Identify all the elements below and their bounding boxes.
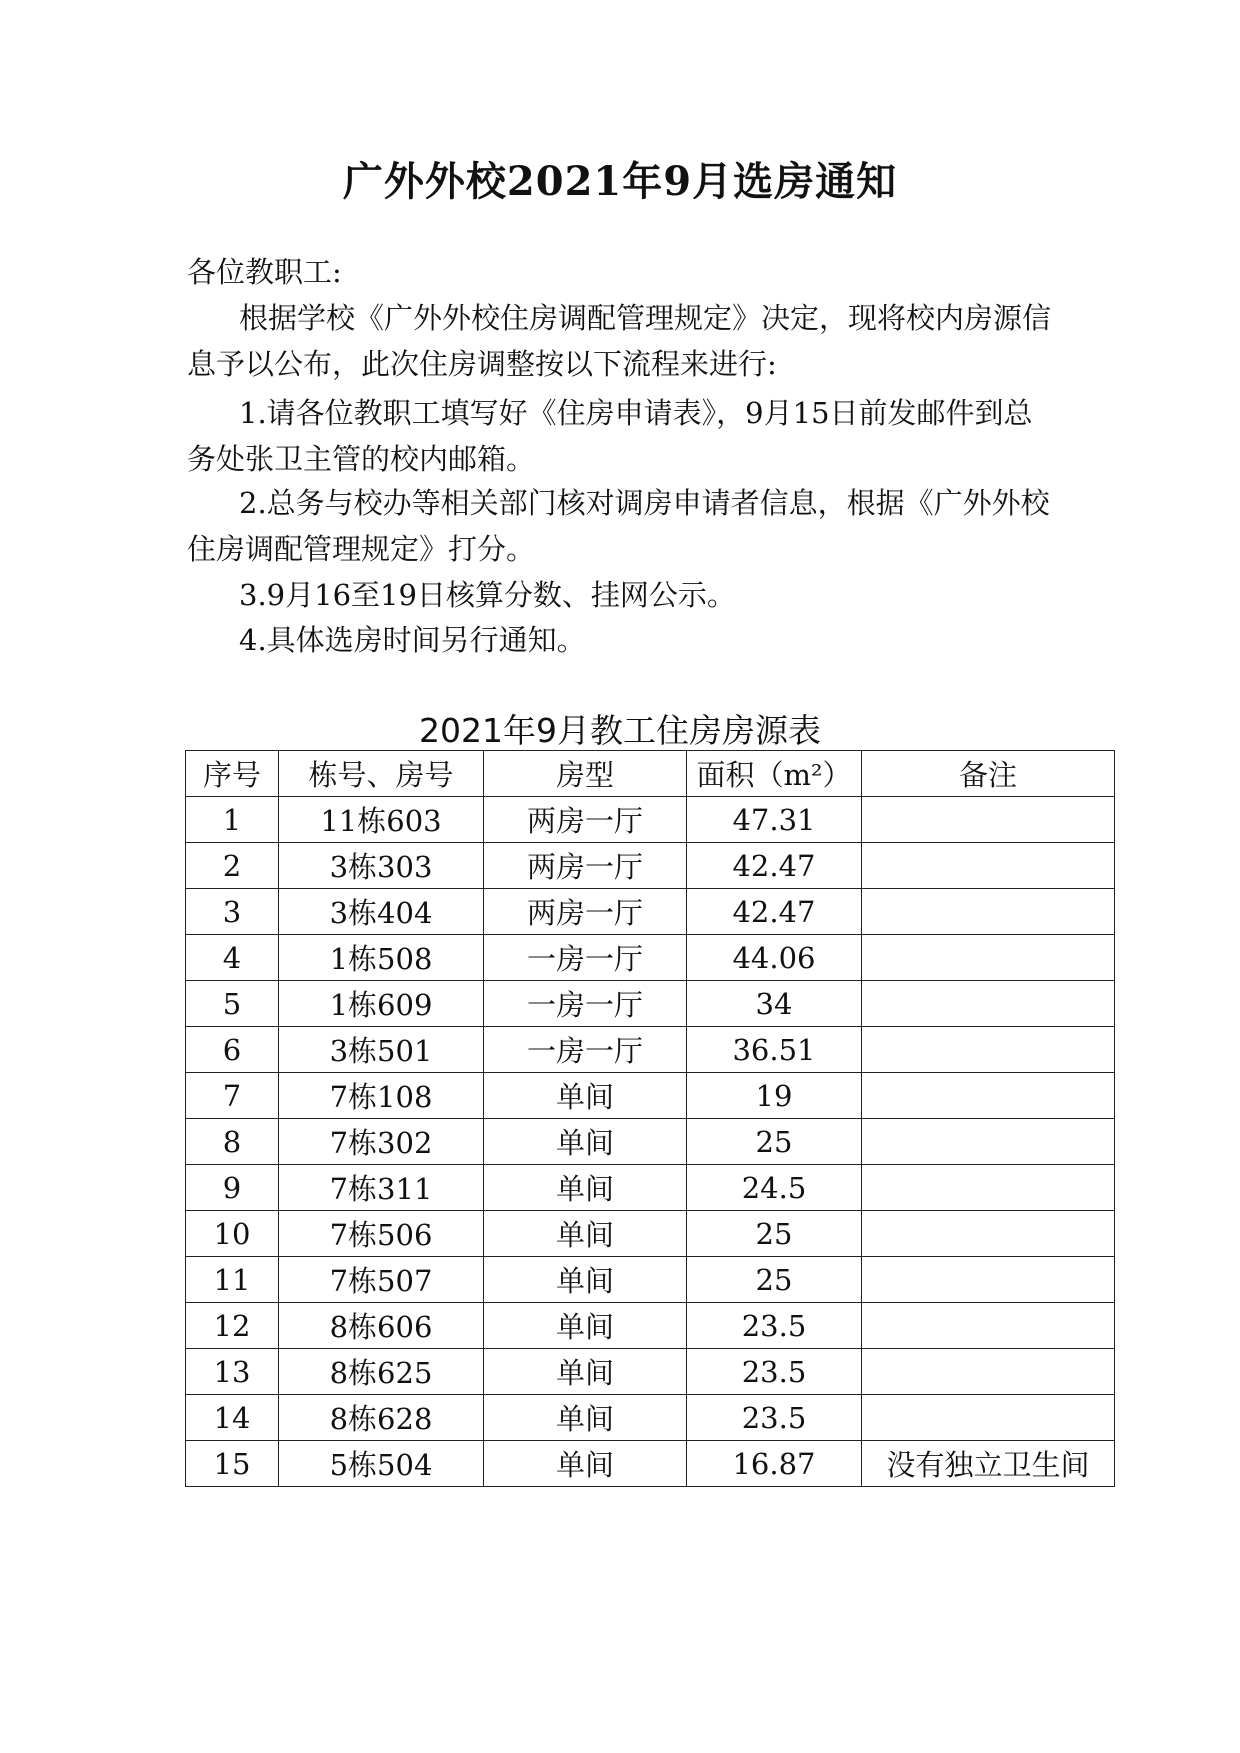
cell-area: 23.5 <box>687 1349 862 1395</box>
cell-index: 4 <box>186 935 279 981</box>
table-row <box>186 935 1115 981</box>
header-room-type: 房型 <box>484 751 687 797</box>
table-header-row <box>186 751 1115 797</box>
cell-index: 1 <box>186 797 279 843</box>
cell-room-type: 两房一厅 <box>484 797 687 843</box>
cell-remarks <box>862 797 1115 843</box>
cell-room-type: 单间 <box>484 1303 687 1349</box>
cell-area: 47.31 <box>687 797 862 843</box>
cell-area: 23.5 <box>687 1395 862 1441</box>
cell-remarks <box>862 1257 1115 1303</box>
cell-index: 13 <box>186 1349 279 1395</box>
document-title: 广外外校2021年9月选房通知 <box>342 158 898 205</box>
cell-building-room: 5栋504 <box>279 1441 484 1487</box>
cell-building-room: 8栋628 <box>279 1395 484 1441</box>
cell-area: 42.47 <box>687 889 862 935</box>
step-1: 1.请各位教职工填写好《住房申请表》，9月15日前发邮件到总务处张卫主管的校内邮箱。 <box>187 396 1033 476</box>
cell-building-room: 3栋501 <box>279 1027 484 1073</box>
table-title: 2021年9月教工住房房源表 <box>419 711 821 750</box>
cell-area: 23.5 <box>687 1303 862 1349</box>
cell-remarks <box>862 1349 1115 1395</box>
cell-remarks <box>862 981 1115 1027</box>
table-row <box>186 1395 1115 1441</box>
cell-building-room: 1栋508 <box>279 935 484 981</box>
table-row <box>186 1441 1115 1487</box>
salutation: 各位教职工: <box>187 255 342 289</box>
housing-table <box>185 750 1115 1487</box>
cell-index: 9 <box>186 1165 279 1211</box>
step-4: 4.具体选房时间另行通知。 <box>239 623 586 657</box>
cell-remarks <box>862 1303 1115 1349</box>
cell-room-type: 一房一厅 <box>484 981 687 1027</box>
cell-remarks <box>862 1027 1115 1073</box>
table-row <box>186 1027 1115 1073</box>
cell-room-type: 两房一厅 <box>484 889 687 935</box>
cell-area: 42.47 <box>687 843 862 889</box>
table-row <box>186 1257 1115 1303</box>
cell-area: 16.87 <box>687 1441 862 1487</box>
table-row <box>186 981 1115 1027</box>
table-row <box>186 1165 1115 1211</box>
cell-remarks <box>862 843 1115 889</box>
cell-remarks: 没有独立卫生间 <box>862 1441 1115 1487</box>
cell-building-room: 11栋603 <box>279 797 484 843</box>
cell-building-room: 8栋606 <box>279 1303 484 1349</box>
table-row <box>186 1119 1115 1165</box>
cell-building-room: 7栋302 <box>279 1119 484 1165</box>
cell-room-type: 一房一厅 <box>484 1027 687 1073</box>
table-row <box>186 1303 1115 1349</box>
cell-index: 5 <box>186 981 279 1027</box>
intro-paragraph: 根据学校《广外外校住房调配管理规定》决定，现将校内房源信息予以公布，此次住房调整按以下流程来进行: <box>187 301 1052 381</box>
header-area: 面积（m²） <box>687 751 862 797</box>
cell-area: 36.51 <box>687 1027 862 1073</box>
cell-room-type: 单间 <box>484 1211 687 1257</box>
header-building-room: 栋号、房号 <box>279 751 484 797</box>
cell-remarks <box>862 1211 1115 1257</box>
step-3: 3.9月16至19日核算分数、挂网公示。 <box>239 578 736 612</box>
cell-building-room: 7栋507 <box>279 1257 484 1303</box>
cell-room-type: 单间 <box>484 1441 687 1487</box>
table-row <box>186 889 1115 935</box>
table-row <box>186 1211 1115 1257</box>
cell-index: 10 <box>186 1211 279 1257</box>
cell-building-room: 7栋311 <box>279 1165 484 1211</box>
cell-area: 25 <box>687 1257 862 1303</box>
header-remarks: 备注 <box>862 751 1115 797</box>
cell-index: 14 <box>186 1395 279 1441</box>
cell-remarks <box>862 1073 1115 1119</box>
table-row <box>186 1349 1115 1395</box>
cell-building-room: 7栋108 <box>279 1073 484 1119</box>
cell-building-room: 8栋625 <box>279 1349 484 1395</box>
cell-room-type: 两房一厅 <box>484 843 687 889</box>
cell-room-type: 单间 <box>484 1119 687 1165</box>
cell-room-type: 单间 <box>484 1395 687 1441</box>
cell-room-type: 单间 <box>484 1349 687 1395</box>
cell-room-type: 单间 <box>484 1257 687 1303</box>
cell-index: 8 <box>186 1119 279 1165</box>
header-index: 序号 <box>186 751 279 797</box>
cell-room-type: 单间 <box>484 1073 687 1119</box>
cell-index: 12 <box>186 1303 279 1349</box>
cell-area: 25 <box>687 1211 862 1257</box>
cell-area: 44.06 <box>687 935 862 981</box>
cell-index: 15 <box>186 1441 279 1487</box>
cell-index: 3 <box>186 889 279 935</box>
cell-room-type: 单间 <box>484 1165 687 1211</box>
cell-index: 6 <box>186 1027 279 1073</box>
cell-area: 19 <box>687 1073 862 1119</box>
cell-index: 11 <box>186 1257 279 1303</box>
table-body <box>186 797 1115 1487</box>
cell-remarks <box>862 1395 1115 1441</box>
cell-index: 7 <box>186 1073 279 1119</box>
cell-index: 2 <box>186 843 279 889</box>
cell-remarks <box>862 889 1115 935</box>
cell-area: 34 <box>687 981 862 1027</box>
table-row <box>186 797 1115 843</box>
cell-building-room: 7栋506 <box>279 1211 484 1257</box>
cell-building-room: 1栋609 <box>279 981 484 1027</box>
cell-remarks <box>862 1119 1115 1165</box>
cell-area: 25 <box>687 1119 862 1165</box>
table-row <box>186 843 1115 889</box>
cell-room-type: 一房一厅 <box>484 935 687 981</box>
cell-remarks <box>862 1165 1115 1211</box>
step-2: 2.总务与校办等相关部门核对调房申请者信息，根据《广外外校住房调配管理规定》打分。 <box>187 486 1050 566</box>
cell-area: 24.5 <box>687 1165 862 1211</box>
cell-remarks <box>862 935 1115 981</box>
cell-building-room: 3栋303 <box>279 843 484 889</box>
cell-building-room: 3栋404 <box>279 889 484 935</box>
table-row <box>186 1073 1115 1119</box>
